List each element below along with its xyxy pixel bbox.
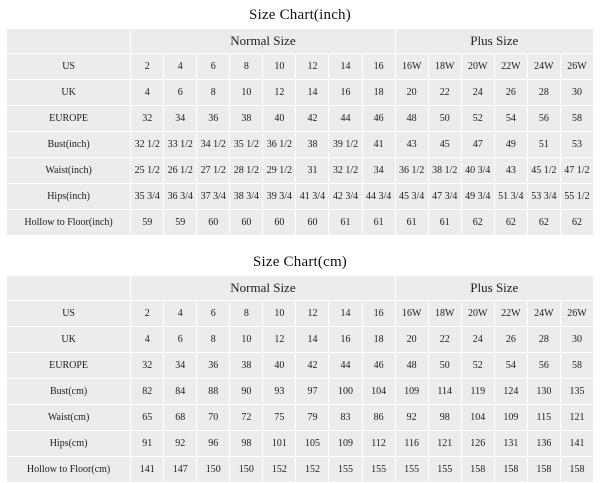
cell: 109 [494,405,527,431]
cell: 61 [428,210,461,236]
cell: 105 [296,431,329,457]
cell: 45 1/2 [527,158,560,184]
table-row [7,184,594,210]
cell: 4 [131,327,164,353]
cell: 8 [197,80,230,106]
row-label-bust: Bust(inch) [7,132,131,158]
cell: 39 3/4 [263,184,296,210]
cell: 34 [164,106,197,132]
cell: 88 [197,379,230,405]
row-label-europe: EUROPE [7,353,131,379]
cell: 20W [461,301,494,327]
cell: 27 1/2 [197,158,230,184]
cell: 29 1/2 [263,158,296,184]
table-row [7,457,594,483]
cell: 50 [428,106,461,132]
cell: 141 [131,457,164,483]
cell: 130 [527,379,560,405]
cell: 41 3/4 [296,184,329,210]
cell: 34 1/2 [197,132,230,158]
cell: 22 [428,80,461,106]
cell: 124 [494,379,527,405]
cell: 97 [296,379,329,405]
cell: 58 [560,353,593,379]
cell: 49 [494,132,527,158]
table-row [7,353,594,379]
cell: 2 [131,301,164,327]
cell: 24W [527,54,560,80]
cell: 35 1/2 [230,132,263,158]
cell: 16 [329,80,362,106]
cell: 51 [527,132,560,158]
row-label-uk: UK [7,327,131,353]
cell: 18W [428,54,461,80]
cell: 92 [164,431,197,457]
cell: 8 [197,327,230,353]
cell: 14 [329,54,362,80]
cell: 42 3/4 [329,184,362,210]
cell: 10 [263,54,296,80]
cell: 47 [461,132,494,158]
cell: 41 [362,132,395,158]
cell: 4 [164,301,197,327]
cell: 155 [428,457,461,483]
cell: 24 [461,80,494,106]
cell: 38 [230,106,263,132]
cell: 62 [494,210,527,236]
table-row [7,132,594,158]
cell: 10 [263,301,296,327]
group-header-blank [7,276,131,301]
cell: 40 3/4 [461,158,494,184]
cell: 158 [461,457,494,483]
cell: 152 [296,457,329,483]
cell: 12 [263,327,296,353]
cell: 121 [428,431,461,457]
cell: 136 [527,431,560,457]
size-chart-inch [6,4,594,236]
cell: 100 [329,379,362,405]
size-table-cm [6,275,594,483]
cell: 32 1/2 [329,158,362,184]
group-header-row-cm [7,276,594,301]
cell: 152 [263,457,296,483]
cell: 16 [362,301,395,327]
cell: 26 1/2 [164,158,197,184]
row-label-us: US [7,301,131,327]
cell: 14 [296,327,329,353]
cell: 101 [263,431,296,457]
cell: 12 [263,80,296,106]
cell: 52 [461,106,494,132]
cell: 52 [461,353,494,379]
cell: 22 [428,327,461,353]
cell: 18W [428,301,461,327]
table-row [7,158,594,184]
cell: 16 [329,327,362,353]
cell: 28 1/2 [230,158,263,184]
cell: 68 [164,405,197,431]
cell: 36 [197,106,230,132]
cell: 14 [296,80,329,106]
table-row [7,80,594,106]
cell: 22W [494,301,527,327]
row-label-europe: EUROPE [7,106,131,132]
cell: 59 [131,210,164,236]
cell: 24W [527,301,560,327]
cell: 114 [428,379,461,405]
cell: 20W [461,54,494,80]
cell: 109 [395,379,428,405]
cell: 56 [527,106,560,132]
cell: 8 [230,301,263,327]
cell: 36 1/2 [263,132,296,158]
cell: 32 [131,106,164,132]
cell: 30 [560,80,593,106]
row-label-uk: UK [7,80,131,106]
cell: 20 [395,327,428,353]
cell: 31 [296,158,329,184]
cell: 16 [362,54,395,80]
cell: 43 [494,158,527,184]
cell: 59 [164,210,197,236]
cell: 115 [527,405,560,431]
cell: 6 [164,80,197,106]
cell: 42 [296,106,329,132]
cell: 35 3/4 [131,184,164,210]
cell: 25 1/2 [131,158,164,184]
cell: 55 1/2 [560,184,593,210]
cell: 155 [395,457,428,483]
group-header-normal: Normal Size [131,29,395,54]
cell: 28 [527,80,560,106]
cell: 70 [197,405,230,431]
cell: 14 [329,301,362,327]
cell: 51 3/4 [494,184,527,210]
cell: 36 3/4 [164,184,197,210]
cell: 44 [329,353,362,379]
cell: 24 [461,327,494,353]
chart-title-cm: Size Chart(cm) [252,254,348,270]
cell: 119 [461,379,494,405]
cell: 60 [197,210,230,236]
cell: 60 [296,210,329,236]
cell: 40 [263,106,296,132]
cell: 39 1/2 [329,132,362,158]
cell: 60 [263,210,296,236]
cell: 158 [494,457,527,483]
cell: 6 [197,54,230,80]
cell: 12 [296,301,329,327]
cell: 34 [362,158,395,184]
cell: 26W [560,301,593,327]
cell: 44 [329,106,362,132]
group-header-blank [7,29,131,54]
cell: 45 3/4 [395,184,428,210]
cell: 6 [197,301,230,327]
cell: 56 [527,353,560,379]
cell: 155 [329,457,362,483]
cell: 60 [230,210,263,236]
cell: 47 1/2 [560,158,593,184]
cell: 86 [362,405,395,431]
cell: 62 [461,210,494,236]
cell: 38 1/2 [428,158,461,184]
cell: 40 [263,353,296,379]
cell: 53 [560,132,593,158]
group-header-plus: Plus Size [395,276,593,301]
cell: 141 [560,431,593,457]
cell: 61 [362,210,395,236]
cell: 16W [395,301,428,327]
cell: 2 [131,54,164,80]
cell: 82 [131,379,164,405]
cell: 43 [395,132,428,158]
size-table-inch [6,28,594,236]
table-row [7,106,594,132]
cell: 38 [230,353,263,379]
cell: 54 [494,106,527,132]
cell: 30 [560,327,593,353]
cell: 18 [362,80,395,106]
cell: 155 [362,457,395,483]
cell: 48 [395,106,428,132]
cell: 26 [494,327,527,353]
cell: 109 [329,431,362,457]
cell: 65 [131,405,164,431]
cell: 37 3/4 [197,184,230,210]
row-label-bust: Bust(cm) [7,379,131,405]
row-label-waist: Waist(cm) [7,405,131,431]
table-row [7,301,594,327]
row-label-hips: Hips(cm) [7,431,131,457]
cell: 150 [197,457,230,483]
row-label-waist: Waist(inch) [7,158,131,184]
cell: 34 [164,353,197,379]
cell: 4 [131,80,164,106]
group-header-plus: Plus Size [395,29,593,54]
cell: 49 3/4 [461,184,494,210]
cell: 47 3/4 [428,184,461,210]
table-row [7,210,594,236]
cell: 53 3/4 [527,184,560,210]
cell: 131 [494,431,527,457]
cell: 62 [560,210,593,236]
table-row [7,54,594,80]
cell: 158 [527,457,560,483]
cell: 90 [230,379,263,405]
cell: 150 [230,457,263,483]
cell: 72 [230,405,263,431]
cell: 18 [362,327,395,353]
table-row [7,405,594,431]
cell: 126 [461,431,494,457]
cell: 121 [560,405,593,431]
cell: 112 [362,431,395,457]
cell: 12 [296,54,329,80]
cell: 36 1/2 [395,158,428,184]
cell: 58 [560,106,593,132]
cell: 79 [296,405,329,431]
chart-title-inch: Size Chart(inch) [249,7,351,23]
chart-divider [6,242,594,251]
cell: 10 [230,80,263,106]
group-header-normal: Normal Size [131,276,395,301]
cell: 38 3/4 [230,184,263,210]
cell: 116 [395,431,428,457]
cell: 32 [131,353,164,379]
cell: 62 [527,210,560,236]
cell: 32 1/2 [131,132,164,158]
cell: 135 [560,379,593,405]
table-row [7,327,594,353]
group-header-row-inch [7,29,594,54]
cell: 16W [395,54,428,80]
cell: 10 [230,327,263,353]
cell: 46 [362,353,395,379]
cell: 83 [329,405,362,431]
cell: 104 [461,405,494,431]
cell: 20 [395,80,428,106]
cell: 22W [494,54,527,80]
table-row [7,431,594,457]
cell: 93 [263,379,296,405]
cell: 61 [395,210,428,236]
cell: 75 [263,405,296,431]
table-row [7,379,594,405]
cell: 28 [527,327,560,353]
cell: 98 [230,431,263,457]
cell: 42 [296,353,329,379]
cell: 50 [428,353,461,379]
cell: 36 [197,353,230,379]
cell: 8 [230,54,263,80]
cell: 54 [494,353,527,379]
cell: 46 [362,106,395,132]
cell: 84 [164,379,197,405]
cell: 45 [428,132,461,158]
cell: 96 [197,431,230,457]
cell: 61 [329,210,362,236]
cell: 98 [428,405,461,431]
cell: 44 3/4 [362,184,395,210]
cell: 91 [131,431,164,457]
cell: 92 [395,405,428,431]
cell: 104 [362,379,395,405]
size-chart-cm [6,251,594,483]
cell: 26W [560,54,593,80]
cell: 158 [560,457,593,483]
cell: 4 [164,54,197,80]
cell: 38 [296,132,329,158]
row-label-us: US [7,54,131,80]
cell: 33 1/2 [164,132,197,158]
row-label-hollow-to-floor: Hollow to Floor(cm) [7,457,131,483]
cell: 48 [395,353,428,379]
cell: 26 [494,80,527,106]
row-label-hollow-to-floor: Hollow to Floor(inch) [7,210,131,236]
cell: 6 [164,327,197,353]
row-label-hips: Hips(inch) [7,184,131,210]
cell: 147 [164,457,197,483]
